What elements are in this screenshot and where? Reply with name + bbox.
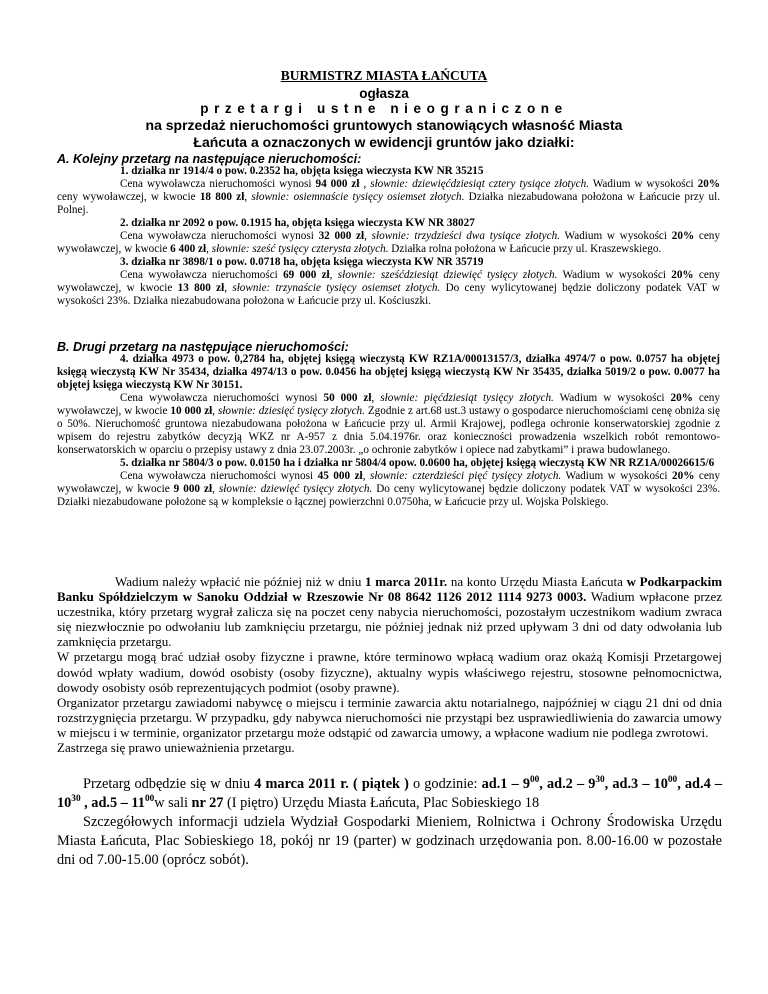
item-3-title: 3. działka nr 3898/1 o pow. 0.0718 ha, objęta księga wieczysta KW NR 35719 <box>120 256 484 268</box>
item-2-title: 2. działka nr 2092 o pow. 0.1915 ha, objęta księga wieczysta KW NR 38027 <box>120 217 475 229</box>
notary-paragraph: Organizator przetargu zawiadomi nabywcę o miejscu i terminie zawarcia aktu notarialnego, najpóźniej w ciągu 21 dni od dnia rozstrzygnięcia przetargu. W przypadku, gdy nabywca nieruchomości nie przystąpi bez usprawiedliwienia do zawarcia umowy w miejscu i w terminie, organizator przetargu może odstąpić od zawarcia umowy, a wpłacone wadium nie podlega zwrotowi. <box>57 694 722 740</box>
auction-type-line: przetargi ustne nieograniczone <box>200 101 568 116</box>
deposit-paragraph: Wadium należy wpłacić nie później niż w dniu 1 marca 2011r. na konto Urzędu Miasta Łańcuta w Podkarpackim Banku Spółdzielczym w Sanoku Oddział w Rzeszowie Nr 08 8642 1126 2012 1114 9273 0003. Wadium wpłacone przez uczestnika, który przetarg wygrał zalicza się na poczet ceny nabycia nieruchomości, pozostałym uczestnikom wadium zwraca się niezwłocznie po odwołaniu lub zamknięciu przetargu, nie później jednak niż przed upływam 3 dni od daty odwołania lub zamknięcia przetargu. <box>57 574 723 650</box>
auction-time-info <box>57 775 722 870</box>
section-b-heading: B. Drugi przetarg na następujące nieruchomości: <box>57 340 349 354</box>
deposit-info <box>57 574 722 755</box>
section-b-items <box>57 353 720 509</box>
contact-info: Szczegółowych informacji udziela Wydział Gospodarki Mieniem, Rolnictwa i Ochrony Środowiska Urzędu Miasta Łańcuta, Plac Sobieskiego 18, pokój nr 19 (parter) w godzinach urzędowania pon. 8.00-16.00 w pozostałe dni od 7.00-15.00 (oprócz sobót). <box>57 814 722 868</box>
item-5-text: Cena wywoławcza nieruchomości wynosi 45 000 zł, słownie: czterdzieści pięć tysięcy złotych. Wadium w wysokości 20% ceny wywoławczej, w kwocie 9 000 zł, słownie: dziewięć tysięcy złotych. Do ceny wylicytowanej będzie doliczony podatek VAT w wysokości 23%. Działki niezabudowane położone są w kompleksie o łącznej powierzchni 0.0750ha, w Łańcucie przy ul. Wojska Polskiego. <box>57 470 721 508</box>
section-a-items <box>57 165 720 308</box>
item-1-text: Cena wywoławcza nieruchomości wynosi 94 000 zł , słownie: dziewięćdziesiąt cztery tysiące złotych. Wadium w wysokości 20% ceny wywoławczej, w kwocie 18 800 zł, słownie: osiemnaście tysięcy osiemset złotych. Działka niezabudowana położona w Łańcucie przy ul. Polnej. <box>57 178 721 216</box>
item-5-title: 5. działka nr 5804/3 o pow. 0.0150 ha i działka nr 5804/4 opow. 0.0600 ha, objętej księgą wieczystą KW NR RZ1A/00026615/6 <box>120 457 715 469</box>
announces-line: ogłasza <box>359 86 409 101</box>
item-1-title: 1. działka nr 1914/4 o pow. 0.2352 ha, objęta księga wieczysta KW NR 35215 <box>120 165 484 177</box>
item-3-text: Cena wywoławcza nieruchomości 69 000 zł, słownie: sześćdziesiąt dziewięć tysięcy złotych. Wadium w wysokości 20% ceny wywoławczej, w kwocie 13 800 zł, słownie: trzynaście tysięcy osiemset złotych. Do ceny wylicytowanej będzie doliczony podatek VAT w wysokości 23%. Działka niezabudowana położona w Łańcucie przy ul. Kościuszki. <box>57 269 721 307</box>
item-2-text: Cena wywoławcza nieruchomości wynosi 32 000 zł, słownie: trzydzieści dwa tysiące złotych. Wadium w wysokości 20% ceny wywoławczej, w kwocie 6 400 zł, słownie: sześć tysięcy czterysta złotych. Działka rolna położona w Łańcucie przy ul. Kraszewskiego. <box>57 230 720 255</box>
participants-paragraph: W przetargu mogą brać udział osoby fizyczne i prawne, które terminowo wpłacą wadium oraz okażą Komisji Przetargowej dowód wpłaty wadium, dowód osobisty (osoby fizyczne), aktualny wypis właściwego rejestru, stosowne pełnomocnictwa, dowody osobisty osób reprezentujących podmiot (osoby prawne). <box>57 649 722 695</box>
item-4-title: 4. działka 4973 o pow. 0,2784 ha, objętej księgą wieczystą KW RZ1A/00013157/3, działka 4974/7 o pow. 0.0757 ha objętej księgą wieczystą KW Nr 35434, działka 4974/13 o pow. 0.0456 ha objętej księgą wieczystą KW Nr 35435, działka 5019/2 o pow. 0.0077 ha objętej księga wieczystą KW Nr 30151. <box>57 353 720 391</box>
purpose-line-2: Łańcuta a oznaczonych w ewidencji gruntów jako działki: <box>193 134 575 150</box>
auction-schedule: Przetarg odbędzie się w dniu 4 marca 2011 r. ( piątek ) o godzinie: $ad.1 - 9^{00}$, $ad.2 - 9^{30}$, $ad.3 - 10^{00}$, $ad.4 - 10^{30}$ , $ad.5 - 11^{00}w$ sali nr 27 (I piętro) Urzędu Miasta Łańcuta, Plac Sobieskiego 18 <box>57 775 722 811</box>
item-4-text: Cena wywoławcza nieruchomości wynosi 50 000 zł, słownie: pięćdziesiąt tysięcy złotych. Wadium w wysokości 20% ceny wywoławczej, w kwocie 10 000 zł, słownie: dziesięć tysięcy złotych. Zgodnie z art.68 ust.3 ustawy o gospodarce nieruchomościami cenę obniża się o 50%. Nieruchomość gruntowa niezabudowana położona w Łańcucie przy ul. Armii Krajowej, podlega ochronie konserwatorskiej zgodnie z wpisem do rejestru zabytków decyzją WKZ nr A-957 z dnia 5.04.1976r. oraz konieczności prowadzenia wszelkich robót remontowo-konserwatorskich w oparciu o przepisy ustawy z dnia 23.07.2003r. „o ochronie zabytków i opiece nad zabytkami” i prawa budowlanego. <box>57 392 720 456</box>
issuer-title: BURMISTRZ MIASTA ŁAŃCUTA <box>280 68 488 83</box>
section-a-heading: A. Kolejny przetarg na następujące nieruchomości: <box>57 152 362 166</box>
purpose-line-1: na sprzedaż nieruchomości gruntowych stanowiących własność Miasta <box>145 117 623 133</box>
cancellation-note: Zastrzega się prawo unieważnienia przetargu. <box>57 740 295 756</box>
